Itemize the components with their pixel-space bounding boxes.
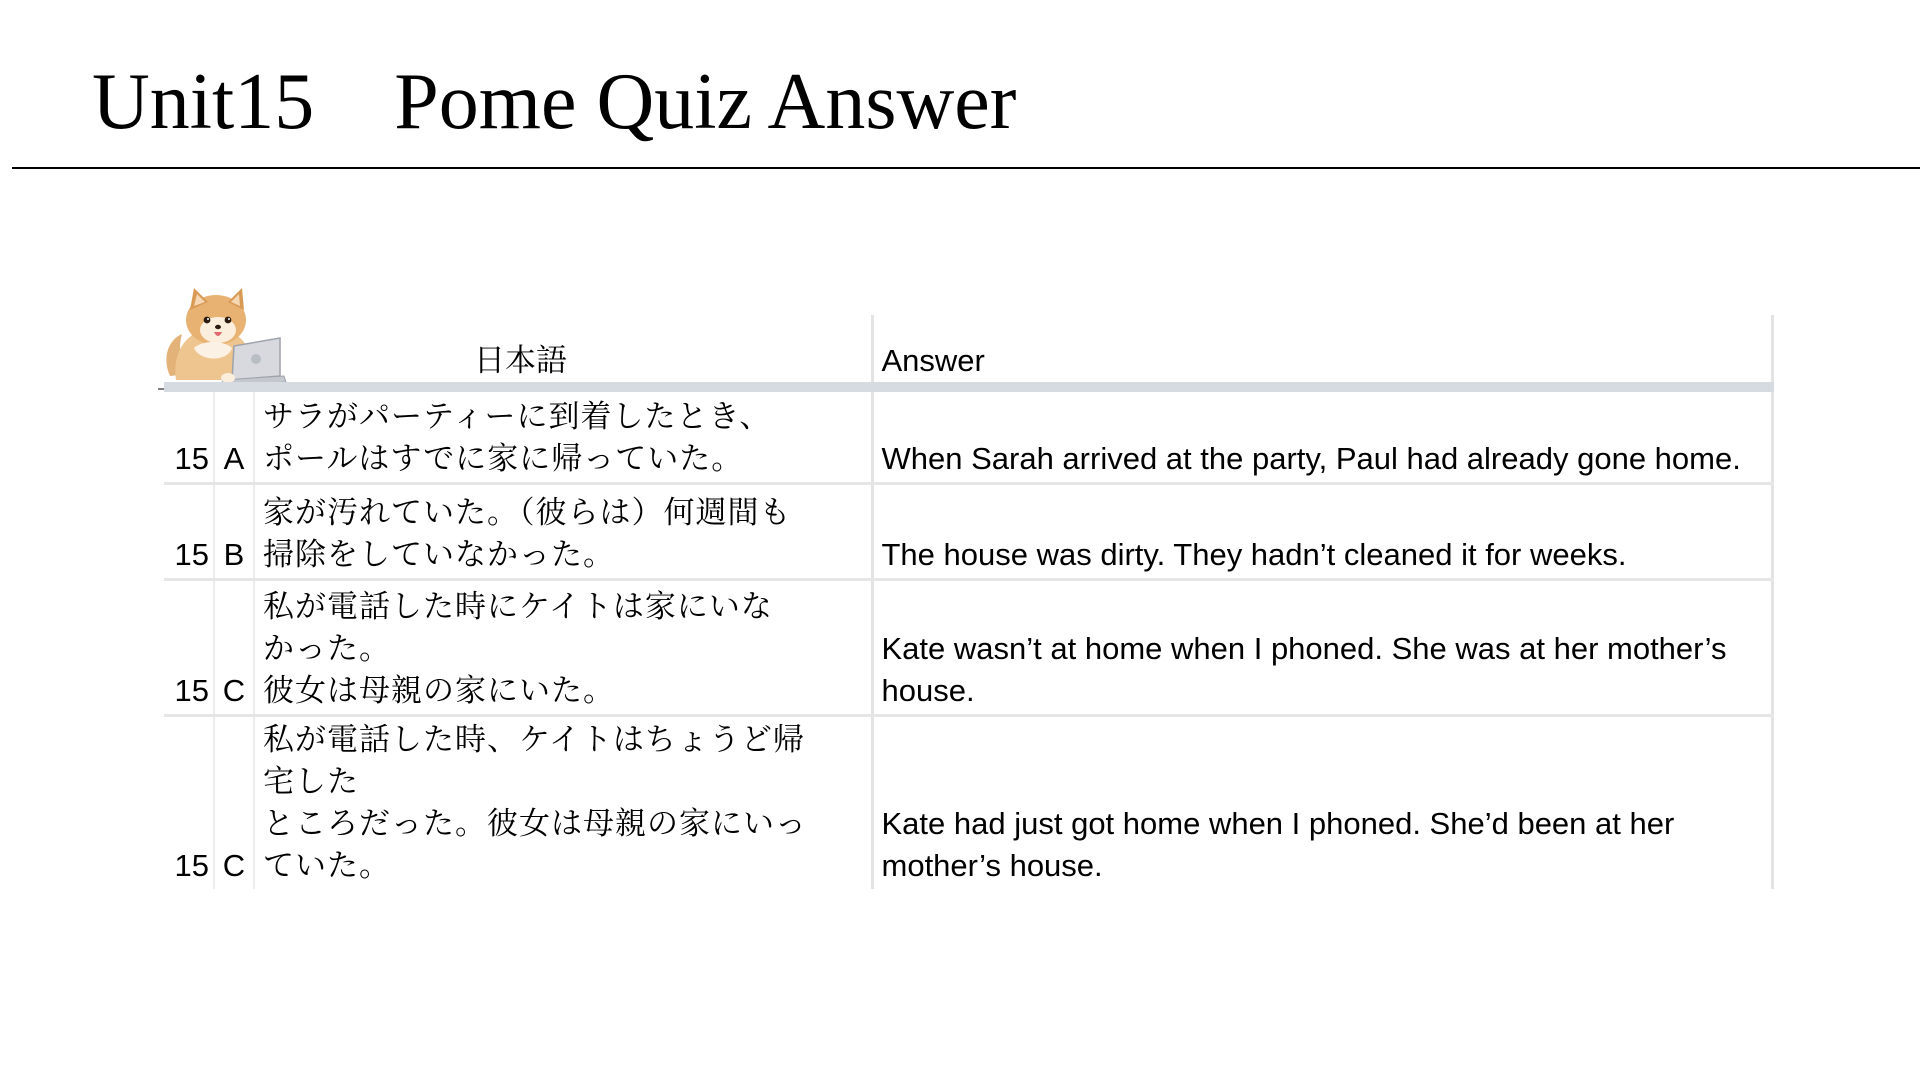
header-number (164, 315, 214, 387)
row-number: 15 (164, 483, 214, 579)
title-divider (12, 167, 1920, 169)
row-japanese: 私が電話した時にケイトは家にいな かった。 彼女は母親の家にいた。 (254, 579, 872, 715)
row-number: 15 (164, 579, 214, 715)
row-japanese: 私が電話した時、ケイトはちょうど帰 宅した ところだった。彼女は母親の家にいっ ていた。 (263, 722, 807, 884)
row-letter: A (214, 387, 254, 483)
header-japanese: 日本語 (254, 315, 872, 387)
row-answer: The house was dirty. They hadn’t cleaned it for weeks. (872, 483, 1772, 579)
page-title: Unit15 Pome Quiz Answer (92, 58, 1017, 146)
row-letter: C (214, 715, 254, 889)
row-number: 15 (164, 387, 214, 483)
row-answer: When Sarah arrived at the party, Paul had already gone home. (872, 387, 1772, 483)
table-row (164, 483, 1772, 579)
table-header-row (164, 315, 1772, 387)
row-japanese: サラがパーティーに到着したとき、 ポールはすでに家に帰っていた。 (254, 387, 872, 483)
table-row (164, 579, 1772, 715)
row-letter: B (214, 483, 254, 579)
header-letter (214, 315, 254, 387)
row-answer: Kate wasn’t at home when I phoned. She was at her mother’s house. (872, 579, 1772, 715)
row-japanese: 家が汚れていた。（彼らは）何週間も 掃除をしていなかった。 (254, 483, 872, 579)
row-answer: Kate had just got home when I phoned. She’d been at her mother’s house. (872, 715, 1772, 889)
table-row (164, 715, 1772, 889)
row-letter: C (214, 579, 254, 715)
row-number: 15 (164, 715, 214, 889)
header-answer: Answer (872, 315, 1772, 387)
quiz-answer-table (164, 315, 1774, 889)
table-row (164, 387, 1772, 483)
